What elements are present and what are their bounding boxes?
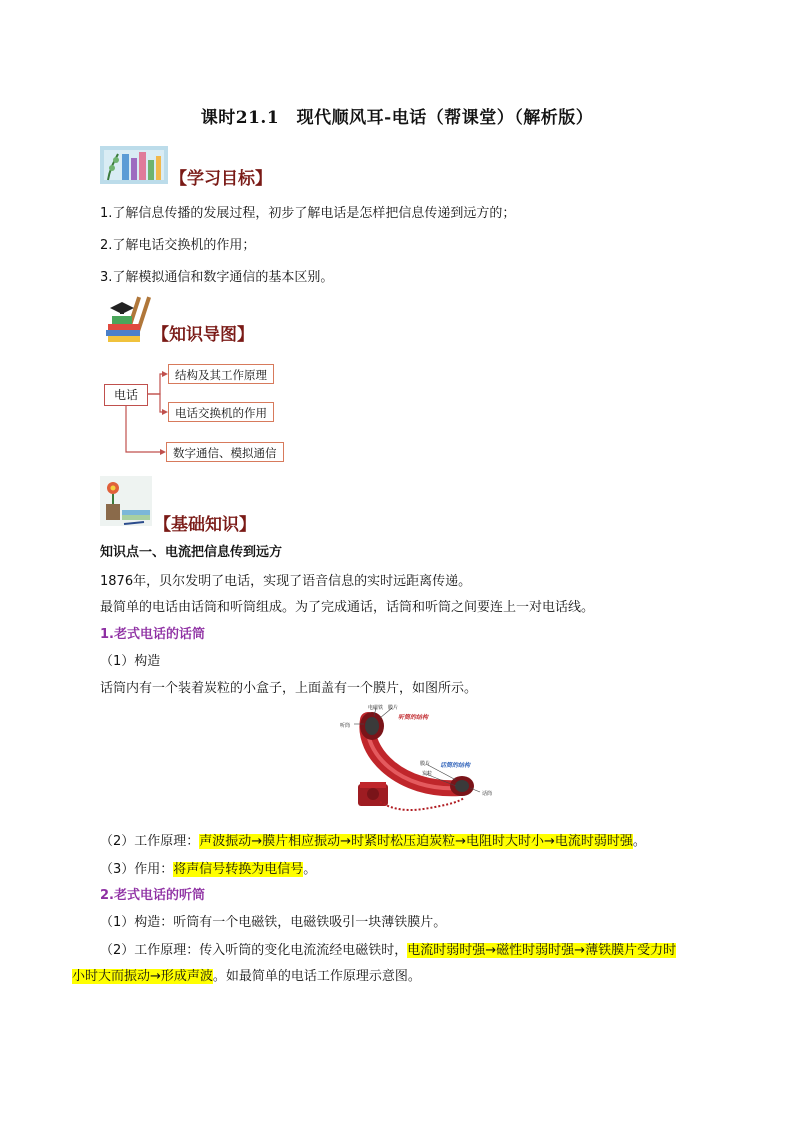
item-receiver-principle-highlight-2: 小时大而振动→形成声波: [72, 969, 213, 984]
item-mic-principle-end: 。: [632, 834, 646, 849]
paragraph-bell: 1876年，贝尔发明了电话，实现了语音信息的实时远距离传递。: [100, 574, 472, 589]
item-receiver-principle-line1: [100, 941, 676, 961]
item-receiver-construction: （1）构造：听筒有一个电磁铁，电磁铁吸引一块薄铁膜片。: [100, 915, 447, 930]
knowledge-point-1-title: 知识点一、电流把信息传到远方: [100, 545, 283, 560]
mindmap-branch-switch: 电话交换机的作用: [168, 402, 274, 422]
item-mic-function-end: 。: [303, 862, 317, 877]
subheading-old-receiver: 2.老式电话的听筒: [100, 888, 205, 903]
mindmap: [100, 358, 300, 468]
subheading-old-mic: 1.老式电话的话筒: [100, 627, 205, 642]
basics-banner-image: [100, 476, 152, 526]
item-mic-principle-highlight: 声波振动→膜片相应振动→时紧时松压迫炭粒→电阻时大时小→电流时弱时强: [199, 834, 633, 849]
label-receiver-structure: 听筒的结构: [398, 714, 429, 721]
paragraph-simple-phone: 最简单的电话由话筒和听筒组成。为了完成通话，话筒和听筒之间要连上一对电话线。: [100, 600, 595, 615]
item-mic-function-highlight: 将声信号转换为电信号: [173, 862, 304, 877]
label-receiver-diaphragm: 膜片: [388, 705, 399, 711]
item-mic-function-label: （3）作用：: [100, 862, 174, 877]
label-mic-diaphragm: 膜片: [420, 761, 431, 767]
mindmap-banner-image: [100, 294, 152, 346]
objective-item-2: 2.了解电话交换机的作用；: [100, 238, 256, 253]
objective-item-1: 1.了解信息传播的发展过程，初步了解电话是怎样把信息传递到远方的；: [100, 206, 516, 221]
mindmap-root: 电话: [104, 384, 148, 406]
section-heading-objectives: 【学习目标】: [170, 169, 272, 189]
mindmap-branch-communication: 数字通信、模拟通信: [166, 442, 284, 462]
telephone-figure: [340, 702, 500, 818]
page-title: 课时21.1 现代顺风耳-电话（帮课堂）（解析版）: [200, 108, 594, 128]
item-receiver-principle-highlight-1: 电流时弱时强→磁性时弱时强→薄铁膜片受力时: [407, 943, 677, 958]
mindmap-branch-structure: 结构及其工作原理: [168, 364, 274, 384]
objectives-banner-image: [100, 146, 168, 184]
label-mic-structure: 话筒的结构: [440, 762, 471, 769]
label-receiver: 听筒: [340, 723, 351, 729]
item-mic-principle: [100, 832, 646, 852]
item-mic-function: [100, 860, 316, 880]
item-receiver-principle-line2: [72, 967, 421, 987]
item-mic-construction-text: 话筒内有一个装着炭粒的小盒子，上面盖有一个膜片，如图所示。: [100, 681, 478, 696]
objective-item-3: 3.了解模拟通信和数字通信的基本区别。: [100, 270, 334, 285]
section-heading-basics: 【基础知识】: [154, 515, 256, 535]
item-mic-principle-label: （2）工作原理：: [100, 834, 200, 849]
label-carbon: 炭粒: [422, 771, 433, 777]
item-receiver-principle-label: （2）工作原理：传入听筒的变化电流流经电磁铁时，: [100, 943, 408, 958]
label-electromagnet: 电磁铁: [368, 705, 384, 711]
label-mic: 话筒: [482, 791, 493, 797]
item-mic-construction-label: （1）构造: [100, 654, 161, 669]
section-heading-mindmap: 【知识导图】: [152, 325, 254, 345]
item-receiver-principle-end: 。如最简单的电话工作原理示意图。: [212, 969, 421, 984]
